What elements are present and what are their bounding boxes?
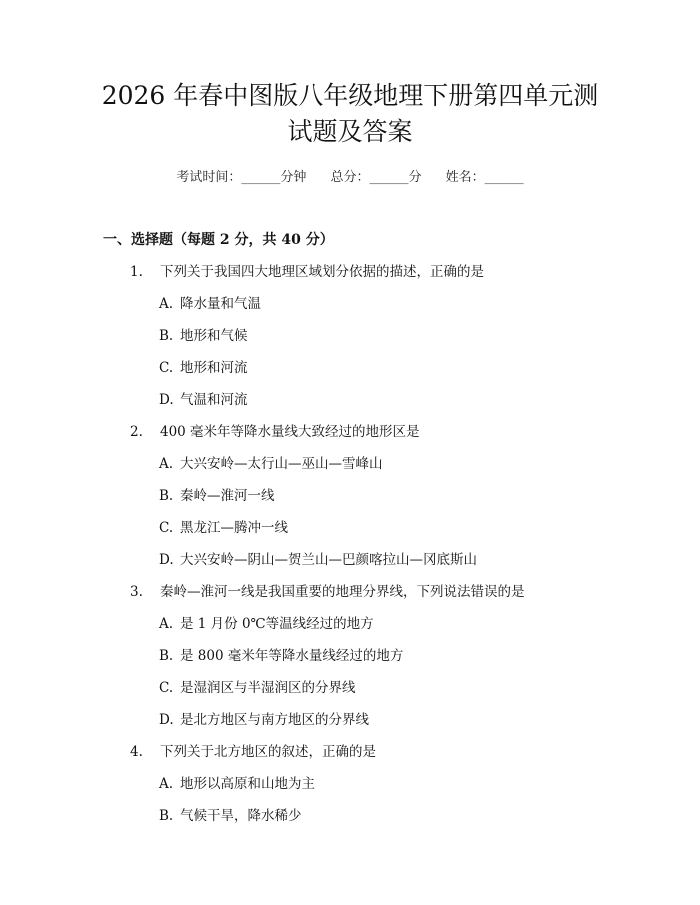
exam-name: 姓名：______ (445, 170, 524, 185)
option-text: 降水量和气温 (180, 296, 261, 312)
option-label: A. (159, 616, 174, 632)
option-text: 地形和气候 (180, 328, 248, 344)
option-label: C. (159, 520, 174, 536)
option-text: 气候干旱，降水稀少 (180, 808, 302, 824)
question-3 (0, 576, 700, 736)
option-label: B. (159, 488, 174, 504)
option-b (0, 480, 700, 512)
option-label: C. (159, 360, 174, 376)
option-label: A. (159, 456, 174, 472)
section-title: 一、选择题（每题 2 分，共 40 分） (103, 232, 334, 248)
option-label: B. (159, 808, 174, 824)
option-d (0, 544, 700, 576)
option-label: A. (159, 776, 174, 792)
option-text: 是湿润区与半湿润区的分界线 (180, 680, 356, 696)
option-d (0, 384, 700, 416)
question-2 (0, 416, 700, 576)
option-text: 大兴安岭—太行山—巫山—雪峰山 (180, 456, 383, 472)
question-text: 下列关于北方地区的叙述，正确的是 (160, 744, 376, 760)
option-b (0, 800, 700, 832)
exam-info (0, 168, 700, 188)
question-text: 400 毫米年等降水量线大致经过的地形区是 (160, 424, 420, 440)
option-c (0, 352, 700, 384)
option-text: 是 800 毫米年等降水量线经过的地方 (180, 648, 404, 664)
option-label: B. (159, 648, 174, 664)
question-number: 1. (130, 264, 143, 280)
option-a (0, 768, 700, 800)
option-c (0, 672, 700, 704)
option-a (0, 288, 700, 320)
question-number: 2. (130, 424, 143, 440)
option-label: D. (159, 392, 174, 408)
option-text: 气温和河流 (180, 392, 248, 408)
option-label: C. (159, 680, 174, 696)
question-number: 3. (130, 584, 143, 600)
question-text: 下列关于我国四大地理区域划分依据的描述，正确的是 (160, 264, 484, 280)
option-text: 大兴安岭—阴山—贺兰山—巴颜喀拉山—冈底斯山 (180, 552, 477, 568)
document-title (0, 78, 700, 150)
question-1 (0, 256, 700, 416)
question-number: 4. (130, 744, 143, 760)
option-b (0, 640, 700, 672)
question-4 (0, 736, 700, 832)
option-label: B. (159, 328, 174, 344)
title-line-1: 2026 年春中图版八年级地理下册第四单元测 (101, 81, 599, 110)
exam-time: 考试时间：______分钟 (176, 170, 307, 185)
option-text: 秦岭—淮河一线 (180, 488, 275, 504)
option-text: 是北方地区与南方地区的分界线 (180, 712, 369, 728)
option-text: 是 1 月份 0℃等温线经过的地方 (180, 616, 374, 632)
question-list (0, 256, 700, 832)
exam-score: 总分：______分 (330, 170, 422, 185)
option-label: A. (159, 296, 174, 312)
option-label: D. (159, 712, 174, 728)
option-text: 黑龙江—腾冲一线 (180, 520, 288, 536)
option-c (0, 512, 700, 544)
option-b (0, 320, 700, 352)
option-a (0, 608, 700, 640)
option-d (0, 704, 700, 736)
title-line-2: 试题及答案 (287, 117, 413, 146)
option-a (0, 448, 700, 480)
option-text: 地形以高原和山地为主 (180, 776, 315, 792)
option-label: D. (159, 552, 174, 568)
question-text: 秦岭—淮河一线是我国重要的地理分界线，下列说法错误的是 (160, 584, 525, 600)
option-text: 地形和河流 (180, 360, 248, 376)
